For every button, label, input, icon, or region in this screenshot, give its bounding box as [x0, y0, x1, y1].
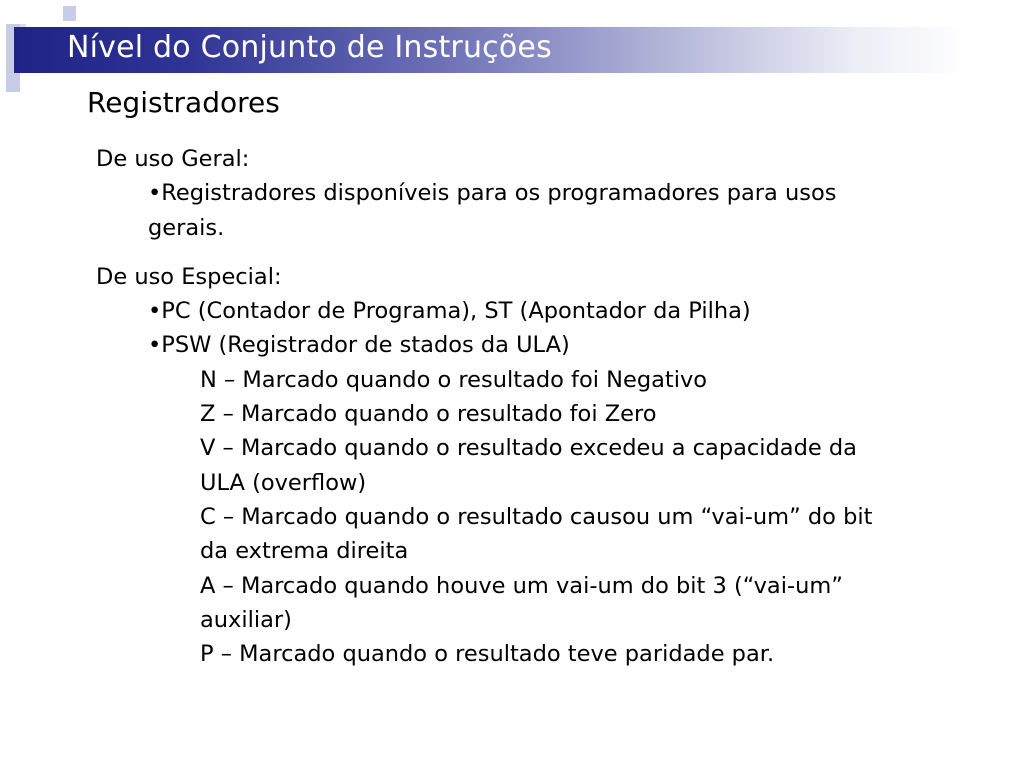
- bullet-item: •Registradores disponíveis para os programadores para usos gerais.: [148, 180, 837, 241]
- flag-item-z: Z – Marcado quando o resultado foi Zero: [200, 401, 657, 428]
- flag-item-v: V – Marcado quando o resultado excedeu a capacidade da ULA (overflow): [200, 435, 857, 496]
- section-special: [96, 260, 896, 672]
- flag-item-p: P – Marcado quando o resultado teve paridade par.: [200, 641, 775, 668]
- flag-item-c: C – Marcado quando o resultado causou um “vai-um” do bit da extrema direita: [200, 503, 873, 565]
- slide-title: Nível do Conjunto de Instruções: [67, 30, 552, 65]
- slide-subtitle: Registradores: [87, 86, 280, 119]
- slide-content: [96, 142, 896, 671]
- section-general: [96, 142, 896, 245]
- bullet-item: •PSW (Registrador de stados da ULA): [148, 332, 570, 359]
- bullet-item: •PC (Contador de Programa), ST (Apontador da Pilha): [148, 298, 751, 325]
- flag-item-a: A – Marcado quando houve um vai-um do bit 3 (“vai-um” auxiliar): [200, 572, 843, 633]
- flag-item-n: N – Marcado quando o resultado foi Negativo: [200, 366, 708, 393]
- section-heading: De uso Geral:: [96, 146, 250, 172]
- section-heading: De uso Especial:: [96, 263, 282, 290]
- decorative-square: [63, 6, 76, 21]
